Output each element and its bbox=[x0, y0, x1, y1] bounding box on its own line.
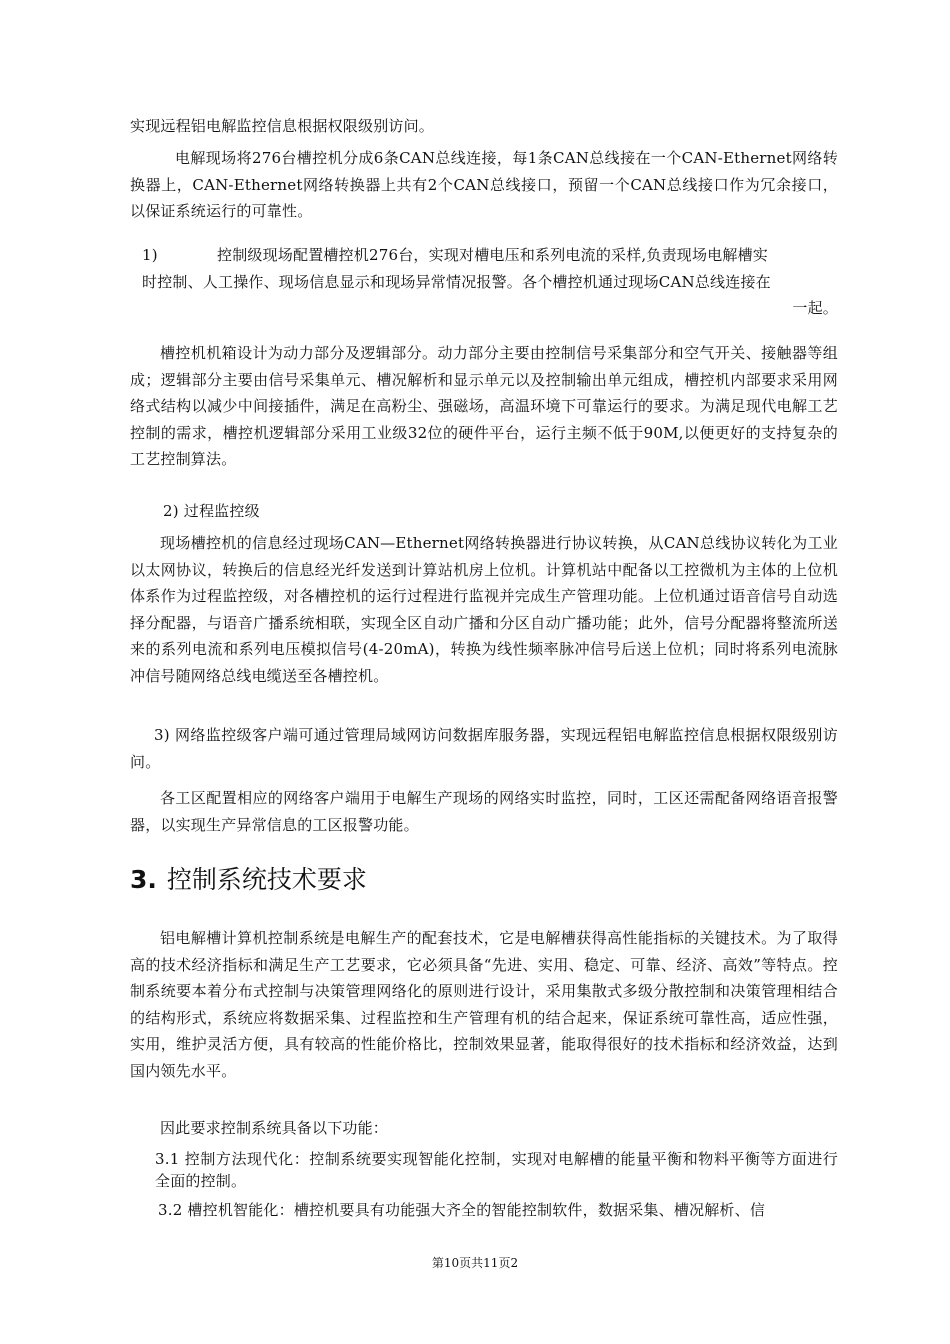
subsection-3-1: 3.1 控制方法现代化：控制系统要实现智能化控制，实现对电解槽的能量平衡和物料平衡等方面进行全面的控制。 bbox=[155, 1150, 838, 1190]
paragraph-can-bus: 电解现场将276台槽控机分成6条CAN总线连接，每1条CAN总线接在一个CAN-Ethernet网络转换器上，CAN-Ethernet网络转换器上共有2个CAN总线接口，预留一个CAN总线接口作为冗余接口，以保证系统运行的可靠性。 bbox=[130, 149, 838, 220]
list-item-network-level: 3) 网络监控级客户端可通过管理局域网访问数据库服务器，实现远程铝电解监控信息根据权限级别访问。 bbox=[130, 726, 838, 771]
paragraph-system-requirements: 铝电解槽计算机控制系统是电解生产的配套技术，它是电解槽获得高性能指标的关键技术。为了取得高的技术经济指标和满足生产工艺要求，它必须具备“先进、实用、稳定、可靠、经济、高效”等特点。控制系统要本着分布式控制与决策管理网络化的原则进行设计，采用集散式多级分散控制和决策管理相结合的结构形式，系统应将数据采集、过程监控和生产管理有机的结合起来，保证系统可靠性高，适应性强，实用，维护灵活方便，具有较高的性能价格比，控制效果显著，能取得很好的技术指标和经济效益，达到国内领先水平。 bbox=[130, 929, 838, 1080]
section-title: 控制系统技术要求 bbox=[166, 865, 367, 894]
paragraph-network-client: 各工区配置相应的网络客户端用于电解生产现场的网络实时监控，同时，工区还需配备网络语音报警器，以实现生产异常信息的工区报警功能。 bbox=[130, 789, 838, 834]
list-item-text-end: 一起。 bbox=[792, 299, 838, 317]
list-item-control-level bbox=[142, 242, 838, 322]
section-number: 3. bbox=[130, 865, 157, 894]
list-item-text-continued: 时控制、人工操作、现场信息显示和现场异常情况报警。各个槽控机通过现场CAN总线连接在 bbox=[142, 272, 771, 291]
paragraph-process-monitoring: 现场槽控机的信息经过现场CAN—Ethernet网络转换器进行协议转换，从CAN总线协议转化为工业以太网协议，转换后的信息经光纤发送到计算站机房上位机。计算机站中配备以工控微机为主体的上位机体系作为过程监控级，对各槽控机的运行过程进行监视并完成生产管理功能。上位机通过语音信号自动选择分配器，与语音广播系统相联，实现全区自动广播和分区自动广播功能；此外，信号分配器将整流所送来的系列电流和系列电压模拟信号(4-20mA)，转换为线性频率脉冲信号后送上位机；同时将系列电流脉冲信号随网络总线电缆送至各槽控机。 bbox=[130, 534, 838, 685]
section-heading bbox=[130, 862, 367, 898]
list-item-text: 控制级现场配置槽控机276台，实现对槽电压和系列电流的采样,负责现场电解槽实 bbox=[217, 246, 769, 264]
page-footer: 第10页共11页2 bbox=[431, 1256, 519, 1270]
paragraph-continuation: 实现远程铝电解监控信息根据权限级别访问。 bbox=[130, 117, 435, 135]
list-item-process-level: 2) 过程监控级 bbox=[163, 502, 260, 520]
paragraph-cabinet-design: 槽控机机箱设计为动力部分及逻辑部分。动力部分主要由控制信号采集部分和空气开关、接触器等组成；逻辑部分主要由信号采集单元、槽况解析和显示单元以及控制输出单元组成，槽控机内部要求采用网络式结构以减少中间接插件，满足在高粉尘、强磁场，高温环境下可靠运行的要求。为满足现代电解工艺控制的需求，槽控机逻辑部分采用工业级32位的硬件平台，运行主频不低于90M,以便更好的支持复杂的工艺控制算法。 bbox=[130, 344, 838, 468]
list-item-number: 1) bbox=[142, 246, 158, 264]
paragraph-functions-intro: 因此要求控制系统具备以下功能： bbox=[160, 1119, 389, 1137]
subsection-3-2: 3.2 槽控机智能化：槽控机要具有功能强大齐全的智能控制软件，数据采集、槽况解析、信 bbox=[158, 1201, 766, 1219]
